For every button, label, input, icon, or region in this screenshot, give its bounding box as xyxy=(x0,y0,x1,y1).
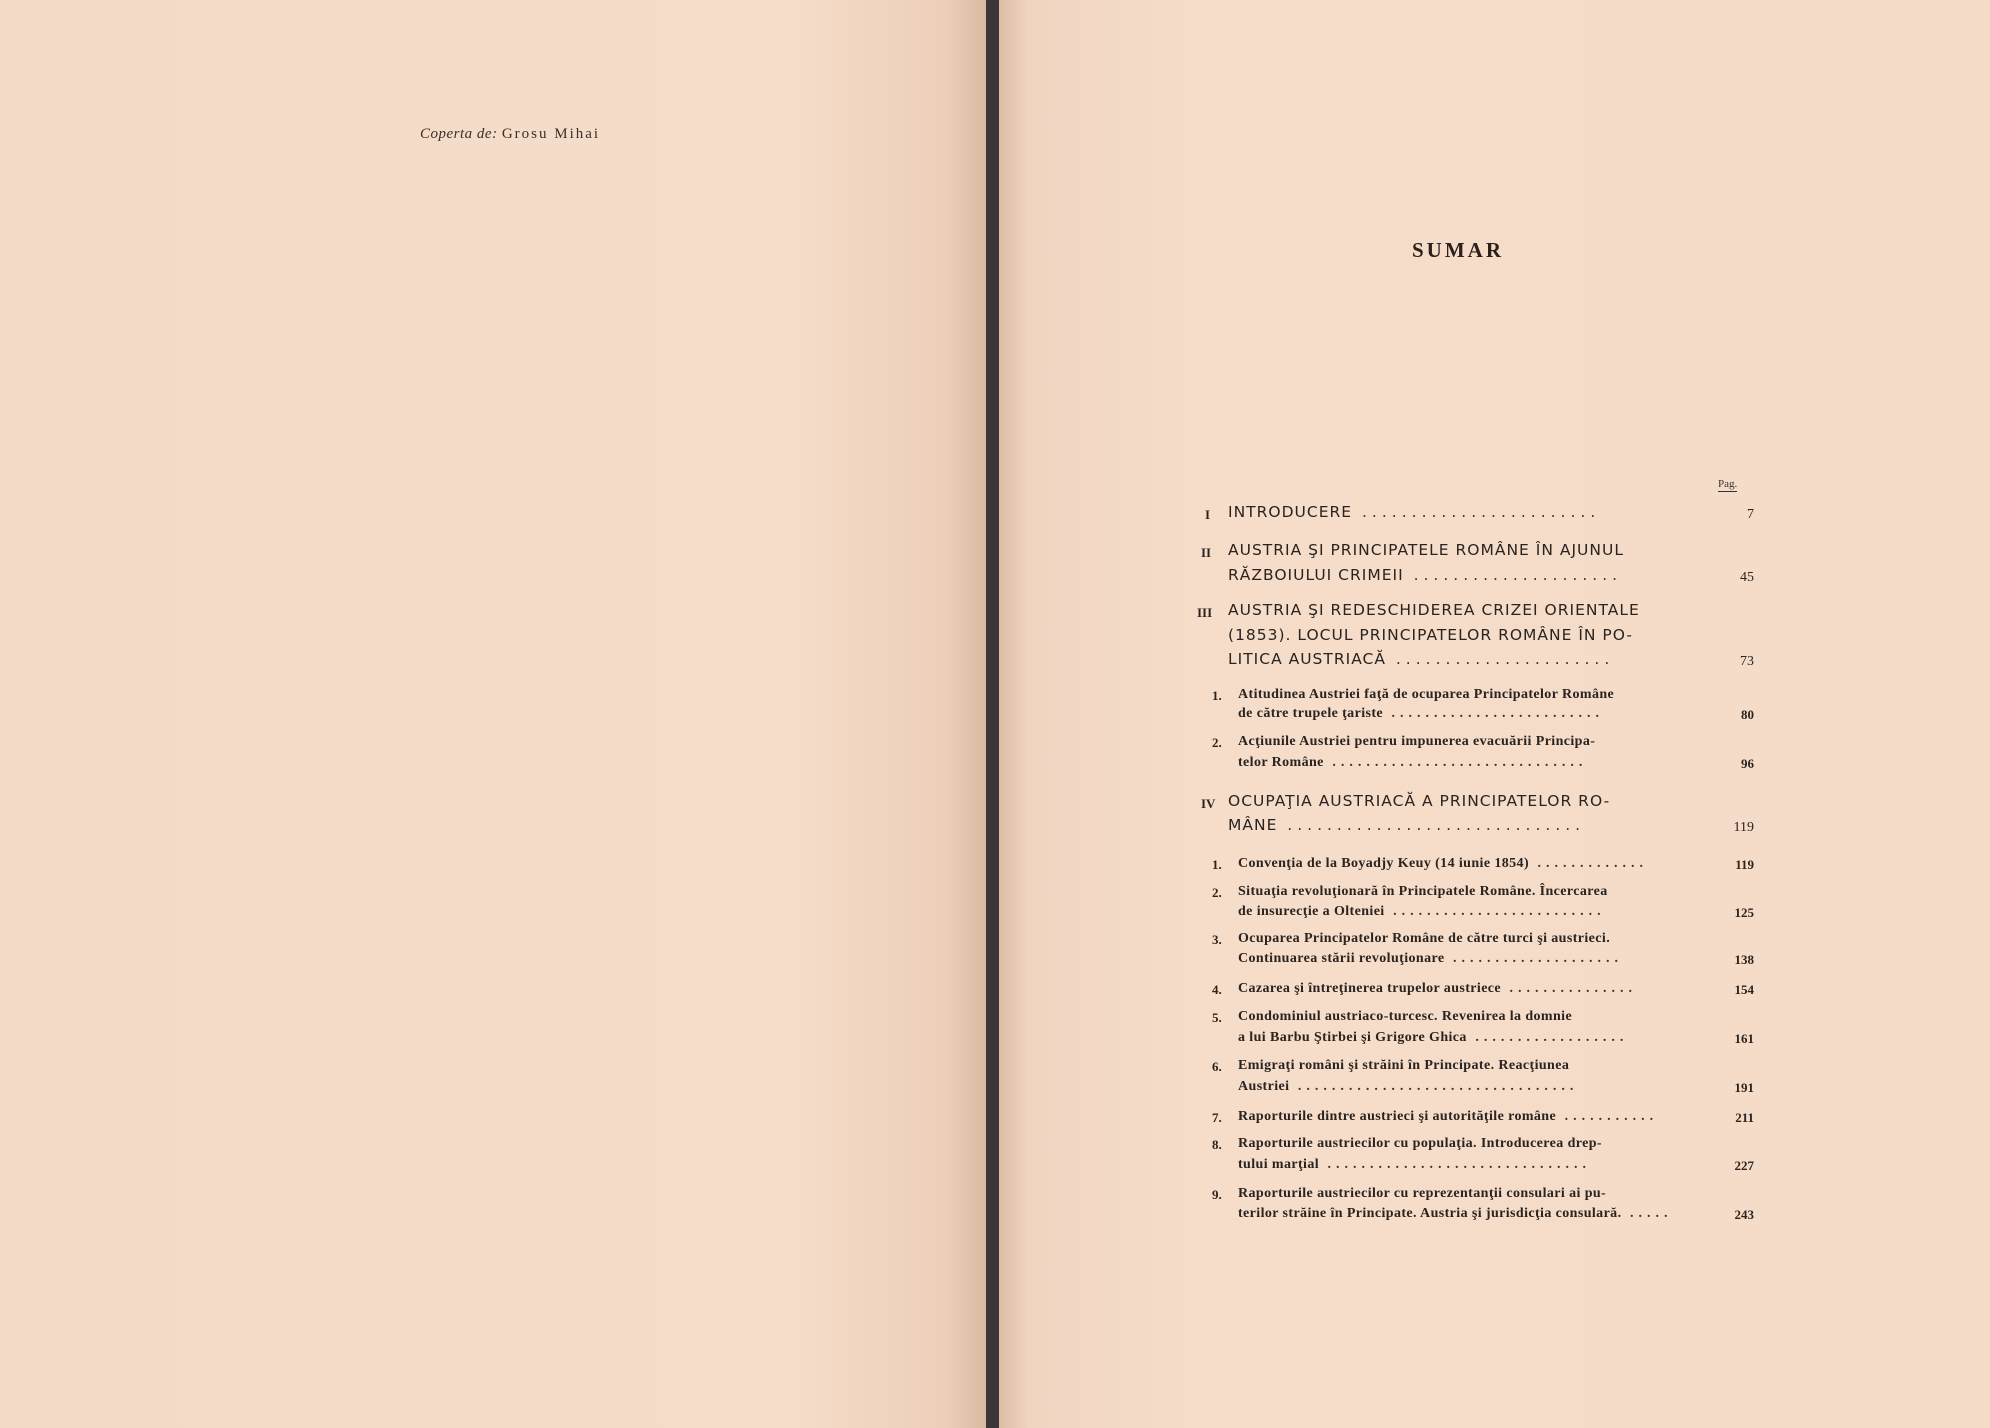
section-number: 5. xyxy=(1212,1010,1222,1025)
chapter-page-number: 73 xyxy=(1740,654,1754,669)
section-title-line: terilor străine în Principate. Austria şi jurisdicţia consulară. ..... xyxy=(1238,1206,1673,1221)
section-title-line: Raporturile dintre austrieci şi autorităţile române ........... xyxy=(1238,1109,1659,1124)
section-number: 3. xyxy=(1212,932,1222,947)
section-title-line: Situaţia revoluţionară în Principatele Române. Încercarea xyxy=(1238,884,1608,899)
section-title-line: de insurecţie a Olteniei ......................... xyxy=(1238,904,1606,919)
section-title-line: Emigraţi români şi străini în Principate. Reacţiunea xyxy=(1238,1058,1570,1073)
section-title-line: telor Române .............................. xyxy=(1238,755,1588,770)
section-title-line: Austriei ................................. xyxy=(1238,1079,1579,1094)
dot-leader: .................. xyxy=(1466,1030,1629,1045)
section-page-number: 211 xyxy=(1735,1110,1754,1125)
section-title-line: Acţiunile Austriei pentru impunerea evacuării Principa- xyxy=(1238,734,1596,749)
section-page-number: 227 xyxy=(1734,1158,1754,1173)
section-title-line: Convenţia de la Boyadjy Keuy (14 iunie 1854) ............. xyxy=(1238,856,1649,871)
section-number: 6. xyxy=(1212,1059,1222,1074)
chapter-numeral: I xyxy=(1205,507,1211,522)
book-spine xyxy=(986,0,999,1428)
dot-leader: .............................. xyxy=(1323,755,1588,770)
section-number: 8. xyxy=(1212,1137,1222,1152)
section-title-line: Atitudinea Austriei faţă de ocuparea Principatelor Române xyxy=(1238,687,1615,702)
section-page-number: 96 xyxy=(1741,756,1754,771)
chapter-page-number: 45 xyxy=(1740,570,1754,585)
chapter-title-line: MÂNE .............................. xyxy=(1228,816,1586,834)
dot-leader: ........... xyxy=(1556,1109,1659,1124)
section-number: 1. xyxy=(1212,857,1222,872)
dot-leader: ......................... xyxy=(1384,904,1606,919)
section-title-line: Continuarea stării revoluţionare .................... xyxy=(1238,951,1623,966)
section-title-line: Cazarea şi întreţinerea trupelor austriece ............... xyxy=(1238,981,1638,996)
dot-leader: ........................ xyxy=(1352,503,1601,521)
section-number: 9. xyxy=(1212,1187,1222,1202)
section-title-line: tului marţial ............................... xyxy=(1238,1157,1592,1172)
chapter-page-number: 7 xyxy=(1747,507,1754,522)
section-title-line: Ocuparea Principatelor Române de către turci şi austrieci. xyxy=(1238,931,1611,946)
section-number: 1. xyxy=(1212,688,1222,703)
cover-credit-label: Coperta de: xyxy=(420,126,498,142)
dot-leader: ..... xyxy=(1621,1206,1673,1221)
section-title-line: Raporturile austriecilor cu reprezentanţii consulari ai pu- xyxy=(1238,1186,1607,1201)
section-number: 2. xyxy=(1212,885,1222,900)
chapter-title-line: LITICA AUSTRIACĂ ...................... xyxy=(1228,650,1615,668)
chapter-title-line: (1853). LOCUL PRINCIPATELOR ROMÂNE ÎN PO- xyxy=(1228,626,1634,644)
section-page-number: 154 xyxy=(1734,982,1754,997)
section-page-number: 243 xyxy=(1734,1207,1754,1222)
toc-title: SUMAR xyxy=(1412,238,1504,262)
cover-credit-name: Grosu Mihai xyxy=(501,126,601,142)
section-title-line: Condominiul austriaco-turcesc. Revenirea la domnie xyxy=(1238,1009,1573,1024)
dot-leader: ............... xyxy=(1501,981,1638,996)
section-page-number: 161 xyxy=(1734,1031,1754,1046)
chapter-page-number: 119 xyxy=(1733,820,1754,835)
section-page-number: 119 xyxy=(1735,857,1754,872)
chapter-numeral: II xyxy=(1201,545,1212,560)
section-page-number: 191 xyxy=(1734,1080,1754,1095)
dot-leader: .............................. xyxy=(1277,816,1586,834)
section-number: 4. xyxy=(1212,982,1222,997)
section-title-line: Raporturile austriecilor cu populaţia. Introducerea drep- xyxy=(1238,1136,1602,1151)
section-number: 2. xyxy=(1212,735,1222,750)
dot-leader: ......................... xyxy=(1383,706,1605,721)
section-page-number: 80 xyxy=(1741,707,1754,722)
dot-leader: .................... xyxy=(1444,951,1623,966)
chapter-numeral: III xyxy=(1197,605,1213,620)
dot-leader: ..................... xyxy=(1403,566,1623,584)
chapter-title-line: AUSTRIA ŞI REDESCHIDEREA CRIZEI ORIENTALE xyxy=(1228,601,1640,619)
chapter-numeral: IV xyxy=(1201,796,1216,811)
dot-leader: ............................... xyxy=(1319,1157,1592,1172)
dot-leader: ............. xyxy=(1529,856,1649,871)
section-title-line: a lui Barbu Ştirbei şi Grigore Ghica .................. xyxy=(1238,1030,1629,1045)
chapter-title-line: AUSTRIA ŞI PRINCIPATELE ROMÂNE ÎN AJUNUL xyxy=(1228,541,1624,559)
section-title-line: de către trupele ţariste ......................... xyxy=(1238,706,1605,721)
chapter-title-line: OCUPAŢIA AUSTRIACĂ A PRINCIPATELOR RO- xyxy=(1228,792,1611,810)
section-page-number: 125 xyxy=(1734,905,1754,920)
section-number: 7. xyxy=(1212,1110,1222,1125)
section-page-number: 138 xyxy=(1734,952,1754,967)
page-column-label: Pag. xyxy=(1718,478,1738,490)
dot-leader: ................................. xyxy=(1289,1079,1579,1094)
chapter-title-line: RĂZBOIULUI CRIMEII ..................... xyxy=(1228,566,1623,584)
chapter-title-line: INTRODUCERE ........................ xyxy=(1228,503,1601,521)
dot-leader: ...................... xyxy=(1385,650,1615,668)
cover-credit xyxy=(420,126,600,143)
left-page xyxy=(0,0,986,1428)
